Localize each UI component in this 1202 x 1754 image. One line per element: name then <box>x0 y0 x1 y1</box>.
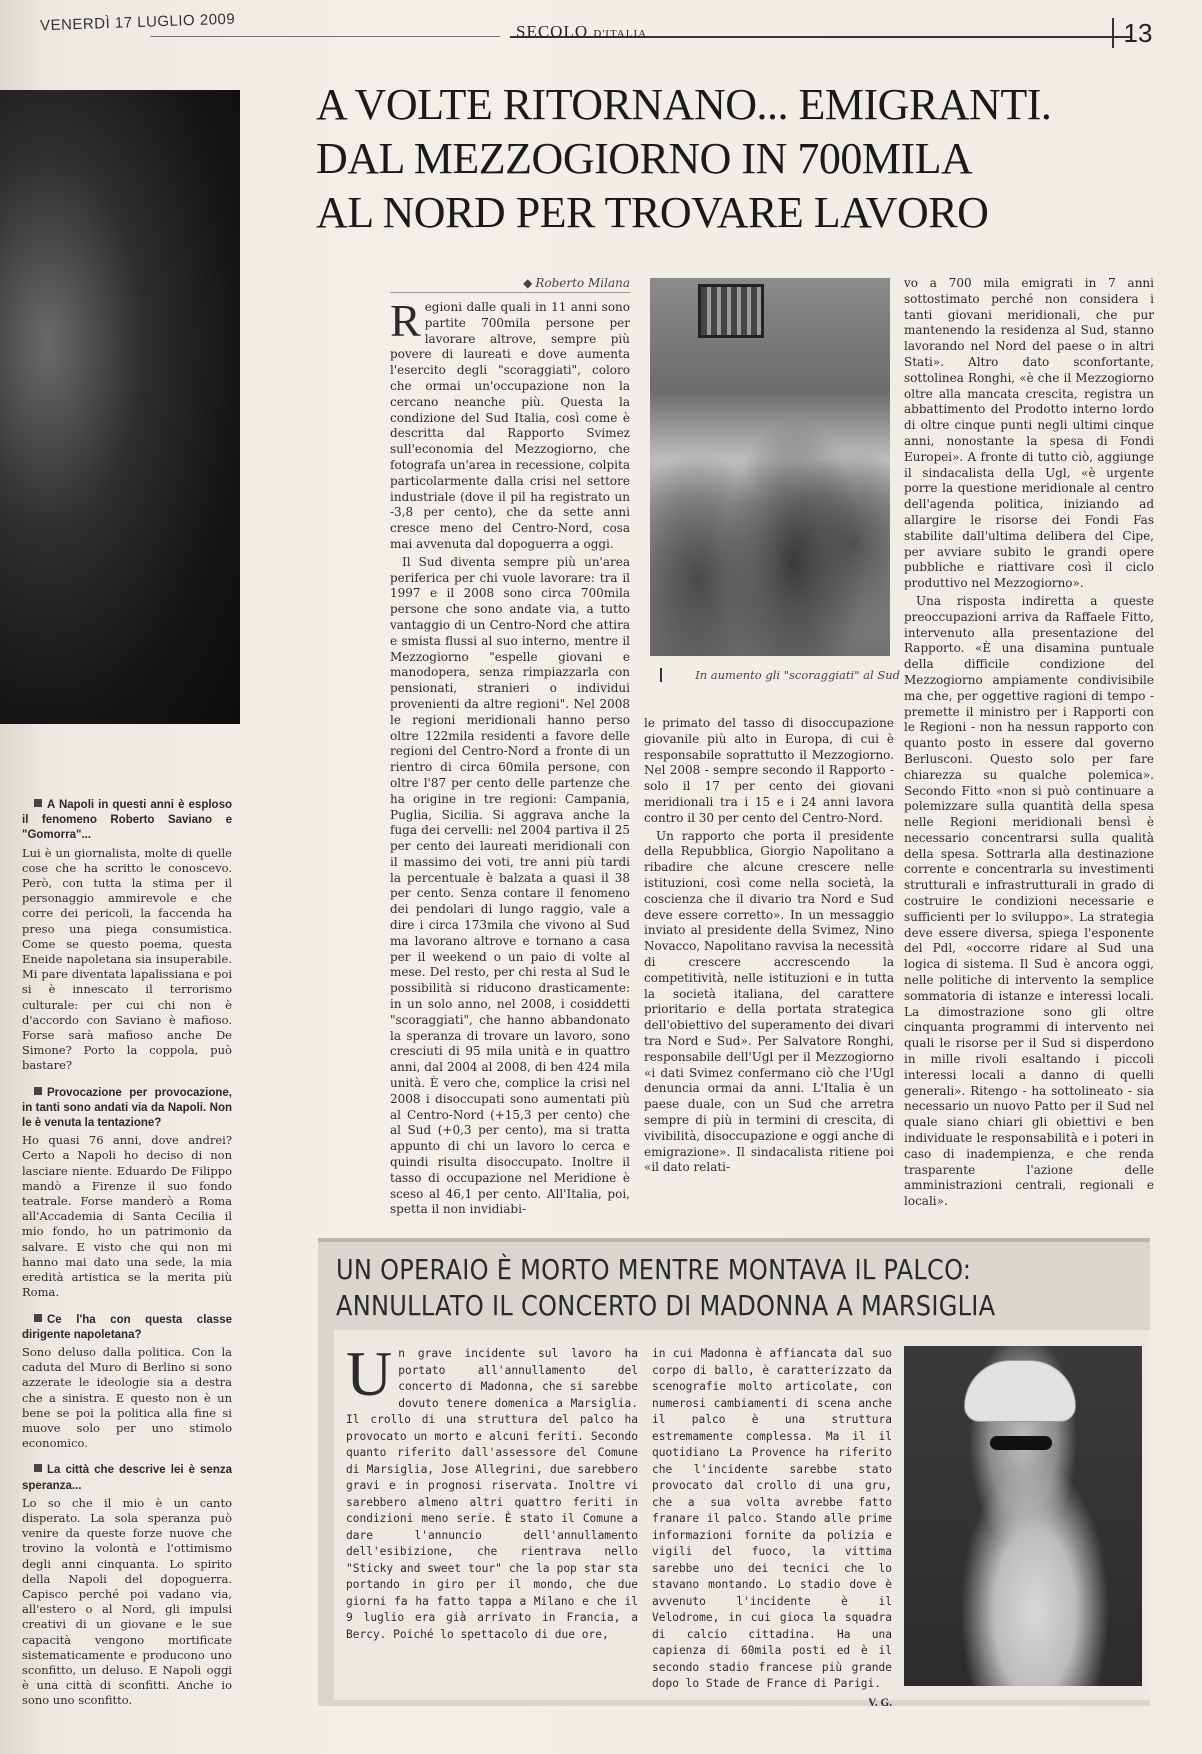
article-column-1 <box>390 295 630 1310</box>
question-text: Ce l'ha con questa classe dirigente napoletana? <box>22 1313 232 1341</box>
sunglasses-shape <box>990 1436 1052 1450</box>
author-name: Roberto Milana <box>535 276 630 290</box>
byline <box>390 276 630 293</box>
headline-line: DAL MEZZOGIORNO IN 700MILA <box>316 134 973 183</box>
box-column-1 <box>346 1338 638 1692</box>
headline-line: AL NORD PER TROVARE LAVORO <box>316 188 989 237</box>
box-column-2 <box>652 1346 892 1709</box>
interview-answer: Lui è un giornalista, molte di quelle cose che ha scritto le conoscevo. Però, con tutta la stima per il personaggio ammirevole e che corre dei pericoli, la faccenda ha preso una piega consumistica. Come se questo poema, questa Eneide napoletana sia insuperabile. Mi pare diventata lapalissiana e poi si è innescato il terrorismo culturale: per cui chi non è d'accordo con Saviano è mafioso. Forse sarà mafioso anche De Simone? Porto la coppola, può bastare? <box>22 845 232 1073</box>
box-headline-line: UN OPERAIO È MORTO MENTRE MONTAVA IL PALCO: <box>336 1253 972 1286</box>
masthead <box>516 22 647 42</box>
portrait-photo <box>0 90 240 724</box>
article-column-2 <box>644 716 894 1310</box>
paragraph <box>346 1338 638 1643</box>
interview-question <box>22 1463 232 1493</box>
question-text: A Napoli in questi anni è esploso il fenomeno Roberto Saviano e "Gomorra"... <box>22 799 232 842</box>
paragraph: le primato del tasso di disoccupazione giovanile più alto in Europa, di cui è responsabile soprattutto il Mezzogiorno. Nel 2008 - sempre secondo il Rapporto - solo il 17 per cento dei giovani meridionali tra i 15 e i 24 anni lavora contro il 30 per cento del Centro-Nord. <box>644 716 894 825</box>
masthead-main: SECOLO <box>516 22 589 41</box>
drop-cap: U <box>346 1338 393 1409</box>
diamond-icon: ◆ <box>523 276 533 290</box>
question-text: Provocazione per provocazione, in tanti sono andati via da Napoli. Non le è venuta la tentazione? <box>22 1086 232 1130</box>
paragraph-text: egioni dalle quali in 11 anni sono partite 700mila persone per lavorare altrove, sempre più povere di laureati e dove aumenta l'esercito degli "scoraggiati", coloro che ormai un'occupazione non la cercano neanche più. Questa la condizione del Sud Italia, così come è descritta dal Rapporto Svimez sull'economia del Mezzogiorno, che fotografa un'area in recessione, colpita particolarmente dalla crisi nel settore industriale (dove il pil ha registrato un -3,8 per cento), che da sette anni cresce meno del Centro-Nord, cosa mai avvenuta dal dopoguerra a oggi. <box>390 300 630 551</box>
article-headline <box>316 78 1176 240</box>
page-number: 13 <box>1112 18 1162 48</box>
photo-caption: In aumento gli "scoraggiati" al Sud <box>660 668 900 682</box>
article-column-3 <box>904 276 1154 1310</box>
paragraph: Una risposta indiretta a queste preoccupazioni arriva da Raffaele Fitto, intervenuto alla presentazione del Rapporto. «È una disamina puntuale della difficile condizione del Mezzogiorno ampiamente condivisibile ma che, per oggettive ragioni di tempo - premette il ministro per i Rapporti con le Regioni - non ha nessun rapporto con quanto posto in essere dal governo Berlusconi. Questo solo per fare chiarezza su qualche polemica». Secondo Fitto «non si può continuare a polemizzare sulla quantità della spesa nelle Regioni meridionali bensì è necessario concentrarsi sulla qualità della spesa. Sottrarla alla destinazione corrente e concentrarla su investimenti strutturali e infrastrutturali in grado di costruire le condizioni necessarie e sufficienti per lo sviluppo». La strategia deve essere diversa, spiega l'esponente del Pdl, «occorre ridare al Sud una logica di sistema. Il Sud è ancora oggi, nelle politiche di intervento la semplice sommatoria di istanze e interessi locali. La dimostrazione sono gli oltre cinquanta programmi di intervento nei quali le risorse per il Sud si disperdono in mille rivoli esaltando i piccoli interessi locali a danno di quelli generali». Ritengo - ha sottolineato - sia necessario un nuovo Patto per il Sud nel quale siano chiari gli obiettivi e ben individuate le responsabilità e i poteri in caso di inadempienza, e che renda trasparente l'azione delle amministrazioni centrali, regionali e locali». <box>904 593 1154 1209</box>
signature: V. G. <box>868 1696 892 1709</box>
box-headline-line: ANNULLATO IL CONCERTO DI MADONNA A MARSIGLIA <box>336 1289 996 1322</box>
interview-question <box>22 1086 232 1132</box>
square-bullet-icon <box>34 1087 42 1095</box>
headline-line: A VOLTE RITORNANO... EMIGRANTI. <box>316 80 1052 129</box>
paragraph: in cui Madonna è affiancata dal suo corpo di ballo, è caratterizzato da scenografie molto articolate, con numerosi cambiamenti di scena anche il palco è una struttura estremamente complessa. Ma il il quotidiano La Provence ha riferito che l'incidente sarebbe stato provocato dal crollo di una gru, che a sua volta avrebbe fatto franare il palco. Stando alle prime informazioni fornite da polizia e vigili del fuoco, la vittima sarebbe uno dei tecnici che lo stavano montando. Lo stadio dove è avvenuto l'incidente è il Velodrome, in cui gioca la squadra di calcio cittadina. Ha una capienza di 60mila posti ed è il secondo stadio francese più grande dopo lo Stade de France di Parigi. <box>652 1347 892 1690</box>
square-bullet-icon <box>34 1464 42 1472</box>
masthead-small: D'ITALIA <box>593 28 648 40</box>
question-text: La città che descrive lei è senza speranza... <box>22 1464 232 1492</box>
interview-question <box>22 798 232 844</box>
box-headline <box>336 1252 1033 1324</box>
hat-shape <box>964 1360 1076 1422</box>
drop-cap: R <box>390 295 421 346</box>
interview-sidebar <box>22 786 232 1709</box>
interview-answer: Lo so che il mio è un canto disperato. La sola speranza può venire da queste forze nuove che trovino la volontà e l'ottimismo degli anni cinquanta. Lo spirito della Napoli del dopoguerra. Capisco perché poi vadano via, all'estero o al Nord, gli impulsi creativi di un giovane e le sue capacità vengono mortificate sistematicamente e producono uno sconfitto, un deluso. E Napoli oggi è una città di sconfitti. Anche io sono uno sconfitto. <box>22 1495 232 1708</box>
paragraph: vo a 700 mila emigrati in 7 anni sottostimato perché non considera i tanti giovani meridionali, che pur mantenendo la residenza al Sud, stanno lavorando nel Nord del paese o in altri Stati». Altro dato sconfortante, sottolinea Ronghi, «è che il Mezzogiorno oltre alla mancata crescita, registra un abbattimento del Prodotto interno lordo di oltre cinque punti negli ultimi cinque anni, nonostante la spesa di Fondi Europei». A fronte di tutto ciò, aggiunge il sindacalista della Ugl, «è urgente porre la questione meridionale al centro dell'agenda politica, iniziando ad allargire le risorse dei Fondi Fas stabilite dall'ultima delibera del Cipe, per avviare subito le grandi opere pubbliche e riattivare così il ciclo produttivo nel Mezzogiorno». <box>904 276 1154 591</box>
interview-answer: Ho quasi 76 anni, dove andrei? Certo a Napoli ho deciso di non lasciare niente. Eduardo De Filippo mandò a Firenze il suo fondo teatrale. Forse manderò a Roma all'Accademia di Santa Cecilia il mio fondo, ho un patrimonio da salvare. E visto che qui non mi hanno mai dato una sede, la mia eredità artistica se la merita più Roma. <box>22 1133 232 1300</box>
crowd-photo <box>650 278 890 656</box>
paragraph: Il Sud diventa sempre più un'area periferica per chi vuole lavorare: tra il 1997 e il 2008 sono circa 700mila persone che sono andate via, a tutto vantaggio di un Centro-Nord che attira e smista flussi al suo interno, mentre il Mezzogiorno "espelle giovani e manodopera, senza rimpiazzarla con pensionati, stranieri o individui provenienti da altre regioni". Nel 2008 le regioni meridionali hanno perso oltre 122mila residenti a favore delle regioni del Centro-Nord a fronte di un rientro di circa 60mila persone, con oltre l'87 per cento delle partenze che ha origine in tre regioni: Campania, Puglia, Sicilia. Si aggrava anche la fuga dei cervelli: nel 2004 partiva il 25 per cento dei laureati meridionali con il massimo dei voti, tre anni più tardi la percentuale è balzata a quasi il 38 per cento. Senza contare il fenomeno dei pendolari di lungo raggio, vale a dire i circa 173mila che vivono al Sud ma lavorano altrove e tornano a casa per il weekend o un paio di volte al mese. Del resto, per chi resta al Sud le possibilità si riducono drasticamente: in un solo anno, nel 2008, i cosiddetti "scoraggiati", che hanno abbandonato la speranza di trovare un lavoro, sono cresciuti di 95 mila unità e in quattro anni, dal 2004 al 2008, di ben 424 mila unità. È vero che, complice la crisi nel 2008 i disoccupati sono aumentati più al Centro-Nord (+15,3 per cento) che al Sud (+0,3 per cento), ma si tratta appunto di chi un lavoro lo cerca e quindi risulta disoccupato. Inoltre il tasso di occupazione nel Meridione è sceso al 46,1 per cento. All'Italia, poi, spetta il non invidiabi- <box>390 554 630 1217</box>
window-grille <box>698 284 764 338</box>
square-bullet-icon <box>34 1314 42 1322</box>
paragraph-text: n grave incidente sul lavoro ha portato all'annullamento del concerto di Madonna, che si sarebbe dovuto tenere domenica a Marsiglia. Il crollo di una struttura del palco ha provocato un morto e alcuni feriti. Secondo quanto riferito dall'assessore del Comune di Marsiglia, Jose Allegrini, due sarebbero gravi e in prognosi riservata. Inoltre vi sarebbero almeno altri quattro feriti in condizioni meno serie. È stato il Comune a dare l'annuncio dell'annullamento dell'esibizione, che rientrava nello "Sticky and sweet tour" che la pop star sta portando in giro per il mondo, che due giorni fa ha fatto tappa a Milano e che il 9 luglio era già arrivato in Francia, a Bercy. Poiché lo spettacolo di due ore, <box>346 1347 638 1641</box>
square-bullet-icon <box>34 799 42 807</box>
interview-answer: Sono deluso dalla politica. Con la caduta del Muro di Berlino si sono azzerate le ideologie sia a destra che a sinistra. E questo non è un bene se poi la politica alla fine si muove solo per uno stimolo economico. <box>22 1344 232 1451</box>
paragraph: Un rapporto che porta il presidente della Repubblica, Giorgio Napolitano a ribadire che alcune crescere nelle istituzioni, così come nella società, la coscienza che il divario tra Nord e Sud deve essere corretto». In un messaggio inviato al presidente della Svimez, Nino Novacco, Napolitano ravvisa la necessità di crescere accrescendo la competitività, nelle istituzioni e in tutta la società italiana, del carattere prioritario e della portata strategica dell'obiettivo del superamento dei divari tra Nord e Sud». Per Salvatore Ronghi, responsabile dell'Ugl per il Mezzogiorno «i dati Svimez confermano ciò che l'Ugl denuncia ormai da anni. L'Italia è un paese duale, con un Sud che arretra sempre di più in termini di crescita, di vivibilità, disoccupazione e oggi anche di emigrazione». Il sindacalista ritiene poi «il dato relati- <box>644 828 894 1175</box>
madonna-photo <box>904 1346 1142 1686</box>
interview-question <box>22 1313 232 1343</box>
paragraph <box>390 295 630 553</box>
dateline: VENERDÌ 17 LUGLIO 2009 <box>39 10 236 35</box>
header-rule-left <box>150 36 500 37</box>
